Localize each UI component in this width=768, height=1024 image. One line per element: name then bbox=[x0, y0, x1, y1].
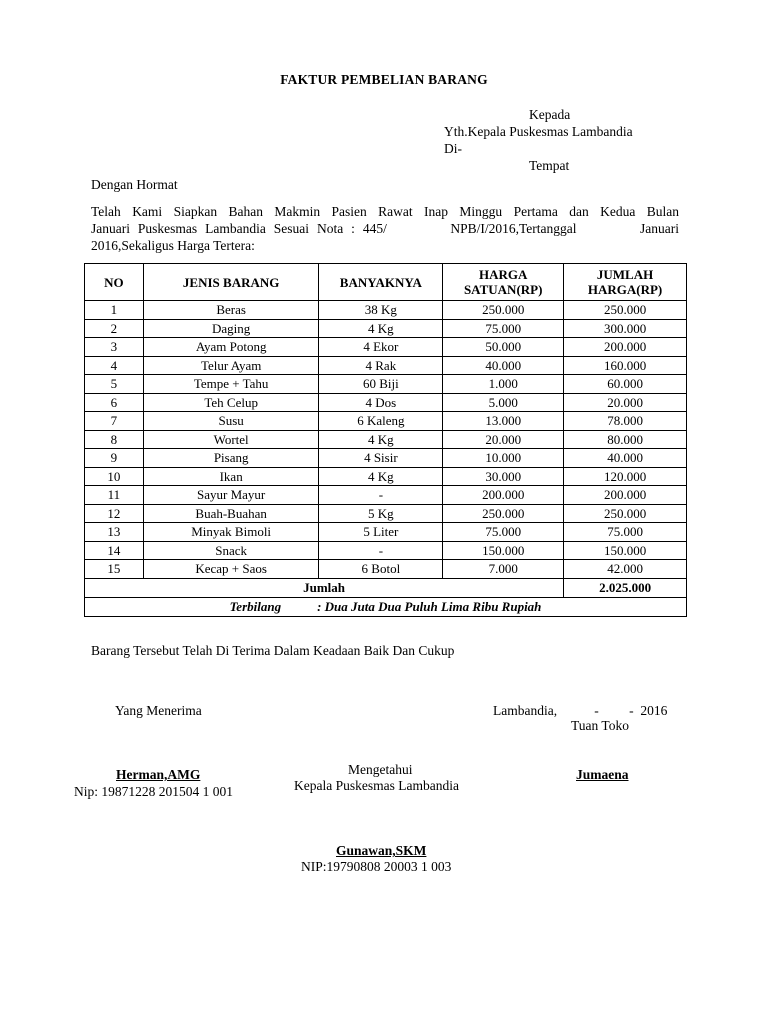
line-total: 250.000 bbox=[564, 301, 687, 320]
row-number: 9 bbox=[85, 449, 144, 468]
row-number: 6 bbox=[85, 393, 144, 412]
item-quantity: 60 Biji bbox=[319, 375, 443, 394]
table-row bbox=[85, 467, 687, 486]
line-total: 80.000 bbox=[564, 430, 687, 449]
unit-price: 13.000 bbox=[443, 412, 564, 431]
table-row bbox=[85, 486, 687, 505]
place-date: Lambandia, - - 2016 bbox=[493, 703, 668, 718]
terbilang-cell bbox=[85, 597, 687, 616]
row-number: 3 bbox=[85, 338, 144, 357]
item-name: Kecap + Saos bbox=[143, 560, 319, 579]
unit-price: 10.000 bbox=[443, 449, 564, 468]
total-label: Jumlah bbox=[85, 578, 564, 597]
line-total: 200.000 bbox=[564, 338, 687, 357]
header-jumlah-line2: HARGA(RP) bbox=[587, 282, 663, 297]
table-row bbox=[85, 560, 687, 579]
unit-price: 250.000 bbox=[443, 504, 564, 523]
receiver-label: Yang Menerima bbox=[115, 703, 202, 718]
terbilang-label: Terbilang bbox=[229, 599, 282, 614]
unit-price: 40.000 bbox=[443, 356, 564, 375]
header-harga-line2: SATUAN(RP) bbox=[463, 282, 543, 297]
row-number: 7 bbox=[85, 412, 144, 431]
unit-price: 50.000 bbox=[443, 338, 564, 357]
row-number: 4 bbox=[85, 356, 144, 375]
unit-price: 150.000 bbox=[443, 541, 564, 560]
item-quantity: 4 Dos bbox=[319, 393, 443, 412]
receiver-nip: Nip: 19871228 201504 1 001 bbox=[74, 784, 234, 799]
line-total: 120.000 bbox=[564, 467, 687, 486]
unit-price: 75.000 bbox=[443, 319, 564, 338]
terbilang-value: : Dua Juta Dua Puluh Lima Ribu Rupiah bbox=[317, 599, 542, 614]
item-name: Pisang bbox=[143, 449, 319, 468]
items-table bbox=[84, 263, 687, 617]
item-quantity: 4 Sisir bbox=[319, 449, 443, 468]
table-row bbox=[85, 375, 687, 394]
header-harga-satuan bbox=[443, 264, 564, 301]
table-row bbox=[85, 541, 687, 560]
item-name: Wortel bbox=[143, 430, 319, 449]
line-total: 40.000 bbox=[564, 449, 687, 468]
item-name: Ikan bbox=[143, 467, 319, 486]
shop-label: Tuan Toko bbox=[571, 718, 629, 733]
table-row bbox=[85, 301, 687, 320]
intro-line: Januari Puskesmas Lambandia Sesuai Nota : 445/ NPB/I/2016,Tertanggal Januari bbox=[91, 221, 679, 236]
total-value: 2.025.000 bbox=[564, 578, 687, 597]
table-row bbox=[85, 449, 687, 468]
item-quantity: 38 Kg bbox=[319, 301, 443, 320]
line-total: 250.000 bbox=[564, 504, 687, 523]
table-header-row bbox=[85, 264, 687, 301]
row-number: 8 bbox=[85, 430, 144, 449]
table-row bbox=[85, 319, 687, 338]
table-row bbox=[85, 504, 687, 523]
unit-price: 5.000 bbox=[443, 393, 564, 412]
row-number: 14 bbox=[85, 541, 144, 560]
line-total: 60.000 bbox=[564, 375, 687, 394]
unit-price: 1.000 bbox=[443, 375, 564, 394]
table-row bbox=[85, 523, 687, 542]
row-number: 5 bbox=[85, 375, 144, 394]
item-name: Daging bbox=[143, 319, 319, 338]
item-quantity: 6 Botol bbox=[319, 560, 443, 579]
intro-paragraph bbox=[91, 203, 679, 254]
received-statement: Barang Tersebut Telah Di Terima Dalam Keadaan Baik Dan Cukup bbox=[91, 643, 455, 658]
header-jenis-barang: JENIS BARANG bbox=[143, 264, 319, 301]
line-total: 20.000 bbox=[564, 393, 687, 412]
unit-price: 250.000 bbox=[443, 301, 564, 320]
item-quantity: 5 Kg bbox=[319, 504, 443, 523]
address-di: Di- bbox=[444, 141, 462, 156]
line-total: 150.000 bbox=[564, 541, 687, 560]
table-row bbox=[85, 412, 687, 431]
item-name: Ayam Potong bbox=[143, 338, 319, 357]
unit-price: 75.000 bbox=[443, 523, 564, 542]
table-row bbox=[85, 393, 687, 412]
line-total: 300.000 bbox=[564, 319, 687, 338]
table-row bbox=[85, 430, 687, 449]
table-row bbox=[85, 356, 687, 375]
header-jumlah-line1: JUMLAH bbox=[596, 267, 654, 282]
intro-line: 2016,Sekaligus Harga Tertera: bbox=[91, 238, 255, 253]
unit-price: 20.000 bbox=[443, 430, 564, 449]
header-no: NO bbox=[85, 264, 144, 301]
item-quantity: 6 Kaleng bbox=[319, 412, 443, 431]
item-quantity: 4 Rak bbox=[319, 356, 443, 375]
item-name: Susu bbox=[143, 412, 319, 431]
row-number: 11 bbox=[85, 486, 144, 505]
line-total: 75.000 bbox=[564, 523, 687, 542]
item-name: Sayur Mayur bbox=[143, 486, 319, 505]
row-number: 12 bbox=[85, 504, 144, 523]
line-total: 42.000 bbox=[564, 560, 687, 579]
shop-owner-name: Jumaena bbox=[576, 767, 629, 782]
unit-price: 30.000 bbox=[443, 467, 564, 486]
item-name: Minyak Bimoli bbox=[143, 523, 319, 542]
item-name: Telur Ayam bbox=[143, 356, 319, 375]
item-name: Snack bbox=[143, 541, 319, 560]
line-total: 160.000 bbox=[564, 356, 687, 375]
unit-price: 7.000 bbox=[443, 560, 564, 579]
intro-line: Telah Kami Siapkan Bahan Makmin Pasien Rawat Inap Minggu Pertama dan Kedua Bulan bbox=[91, 204, 679, 219]
item-quantity: 4 Kg bbox=[319, 430, 443, 449]
receiver-name: Herman,AMG bbox=[116, 767, 201, 782]
terbilang-row bbox=[85, 597, 687, 616]
acknowledge-label: Mengetahui bbox=[348, 762, 413, 777]
head-nip: NIP:19790808 20003 1 003 bbox=[301, 859, 452, 874]
item-quantity: - bbox=[319, 486, 443, 505]
item-quantity: 4 Ekor bbox=[319, 338, 443, 357]
line-total: 78.000 bbox=[564, 412, 687, 431]
header-banyaknya: BANYAKNYA bbox=[319, 264, 443, 301]
head-title: Kepala Puskesmas Lambandia bbox=[294, 778, 459, 793]
item-name: Tempe + Tahu bbox=[143, 375, 319, 394]
total-row bbox=[85, 578, 687, 597]
line-total: 200.000 bbox=[564, 486, 687, 505]
address-recipient: Yth.Kepala Puskesmas Lambandia bbox=[444, 124, 633, 139]
address-kepada: Kepada bbox=[529, 107, 571, 122]
item-quantity: 4 Kg bbox=[319, 467, 443, 486]
table-row bbox=[85, 338, 687, 357]
item-quantity: 5 Liter bbox=[319, 523, 443, 542]
greeting: Dengan Hormat bbox=[91, 177, 178, 192]
head-name: Gunawan,SKM bbox=[336, 843, 427, 858]
item-quantity: - bbox=[319, 541, 443, 560]
row-number: 15 bbox=[85, 560, 144, 579]
row-number: 13 bbox=[85, 523, 144, 542]
document-title: FAKTUR PEMBELIAN BARANG bbox=[280, 72, 488, 87]
row-number: 2 bbox=[85, 319, 144, 338]
item-name: Buah-Buahan bbox=[143, 504, 319, 523]
unit-price: 200.000 bbox=[443, 486, 564, 505]
row-number: 10 bbox=[85, 467, 144, 486]
item-name: Teh Celup bbox=[143, 393, 319, 412]
item-name: Beras bbox=[143, 301, 319, 320]
header-harga-line1: HARGA bbox=[479, 267, 528, 282]
item-quantity: 4 Kg bbox=[319, 319, 443, 338]
header-jumlah-harga bbox=[564, 264, 687, 301]
row-number: 1 bbox=[85, 301, 144, 320]
address-tempat: Tempat bbox=[529, 158, 570, 173]
